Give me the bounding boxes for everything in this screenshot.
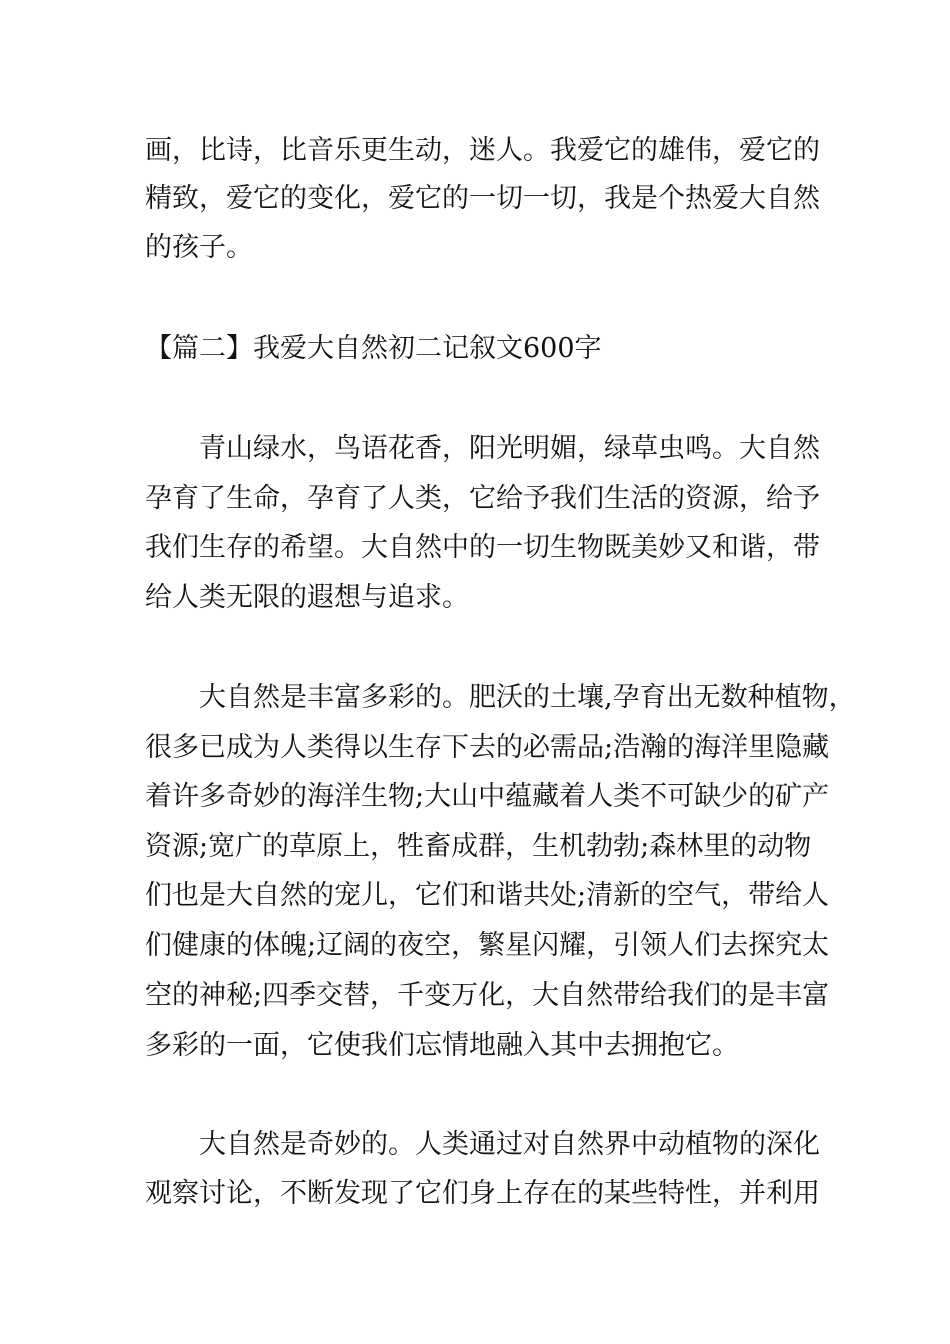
text-line: 着许多奇妙的海洋生物;大山中蕴藏着人类不可缺少的矿产 [145, 781, 830, 812]
text-line: 的孩子。 [145, 232, 253, 263]
section-heading: 【篇二】我爱大自然初二记叙文600字 [145, 333, 602, 364]
text-line: 多彩的一面，它使我们忘情地融入其中去拥抱它。 [145, 1030, 739, 1061]
text-line: 们健康的体魄;辽阔的夜空，繁星闪耀，引领人们去探究太 [145, 930, 830, 961]
text-line: 观察讨论，不断发现了它们身上存在的某些特性，并利用 [145, 1178, 820, 1209]
text-line: 大自然是丰富多彩的。肥沃的土壤,孕育出无数种植物， [199, 682, 856, 713]
text-line: 大自然是奇妙的。人类通过对自然界中动植物的深化 [199, 1129, 820, 1160]
text-line: 空的神秘;四季交替，千变万化，大自然带给我们的是丰富 [145, 980, 830, 1011]
text-line: 精致，爱它的变化，爱它的一切一切，我是个热爱大自然 [145, 183, 820, 214]
text-line: 青山绿水，鸟语花香，阳光明媚，绿草虫鸣。大自然 [199, 433, 820, 464]
text-line: 我们生存的希望。大自然中的一切生物既美妙又和谐，带 [145, 532, 820, 563]
text-line: 孕育了生命，孕育了人类，它给予我们生活的资源，给予 [145, 483, 820, 514]
text-line: 给人类无限的遐想与追求。 [145, 582, 469, 613]
text-line: 很多已成为人类得以生存下去的必需品;浩瀚的海洋里隐藏 [145, 732, 830, 763]
text-line: 资源;宽广的草原上，牲畜成群，生机勃勃;森林里的动物 [145, 831, 812, 862]
text-line: 们也是大自然的宠儿，它们和谐共处;清新的空气，带给人 [145, 880, 830, 911]
text-line: 画，比诗，比音乐更生动，迷人。我爱它的雄伟，爱它的 [145, 135, 820, 166]
